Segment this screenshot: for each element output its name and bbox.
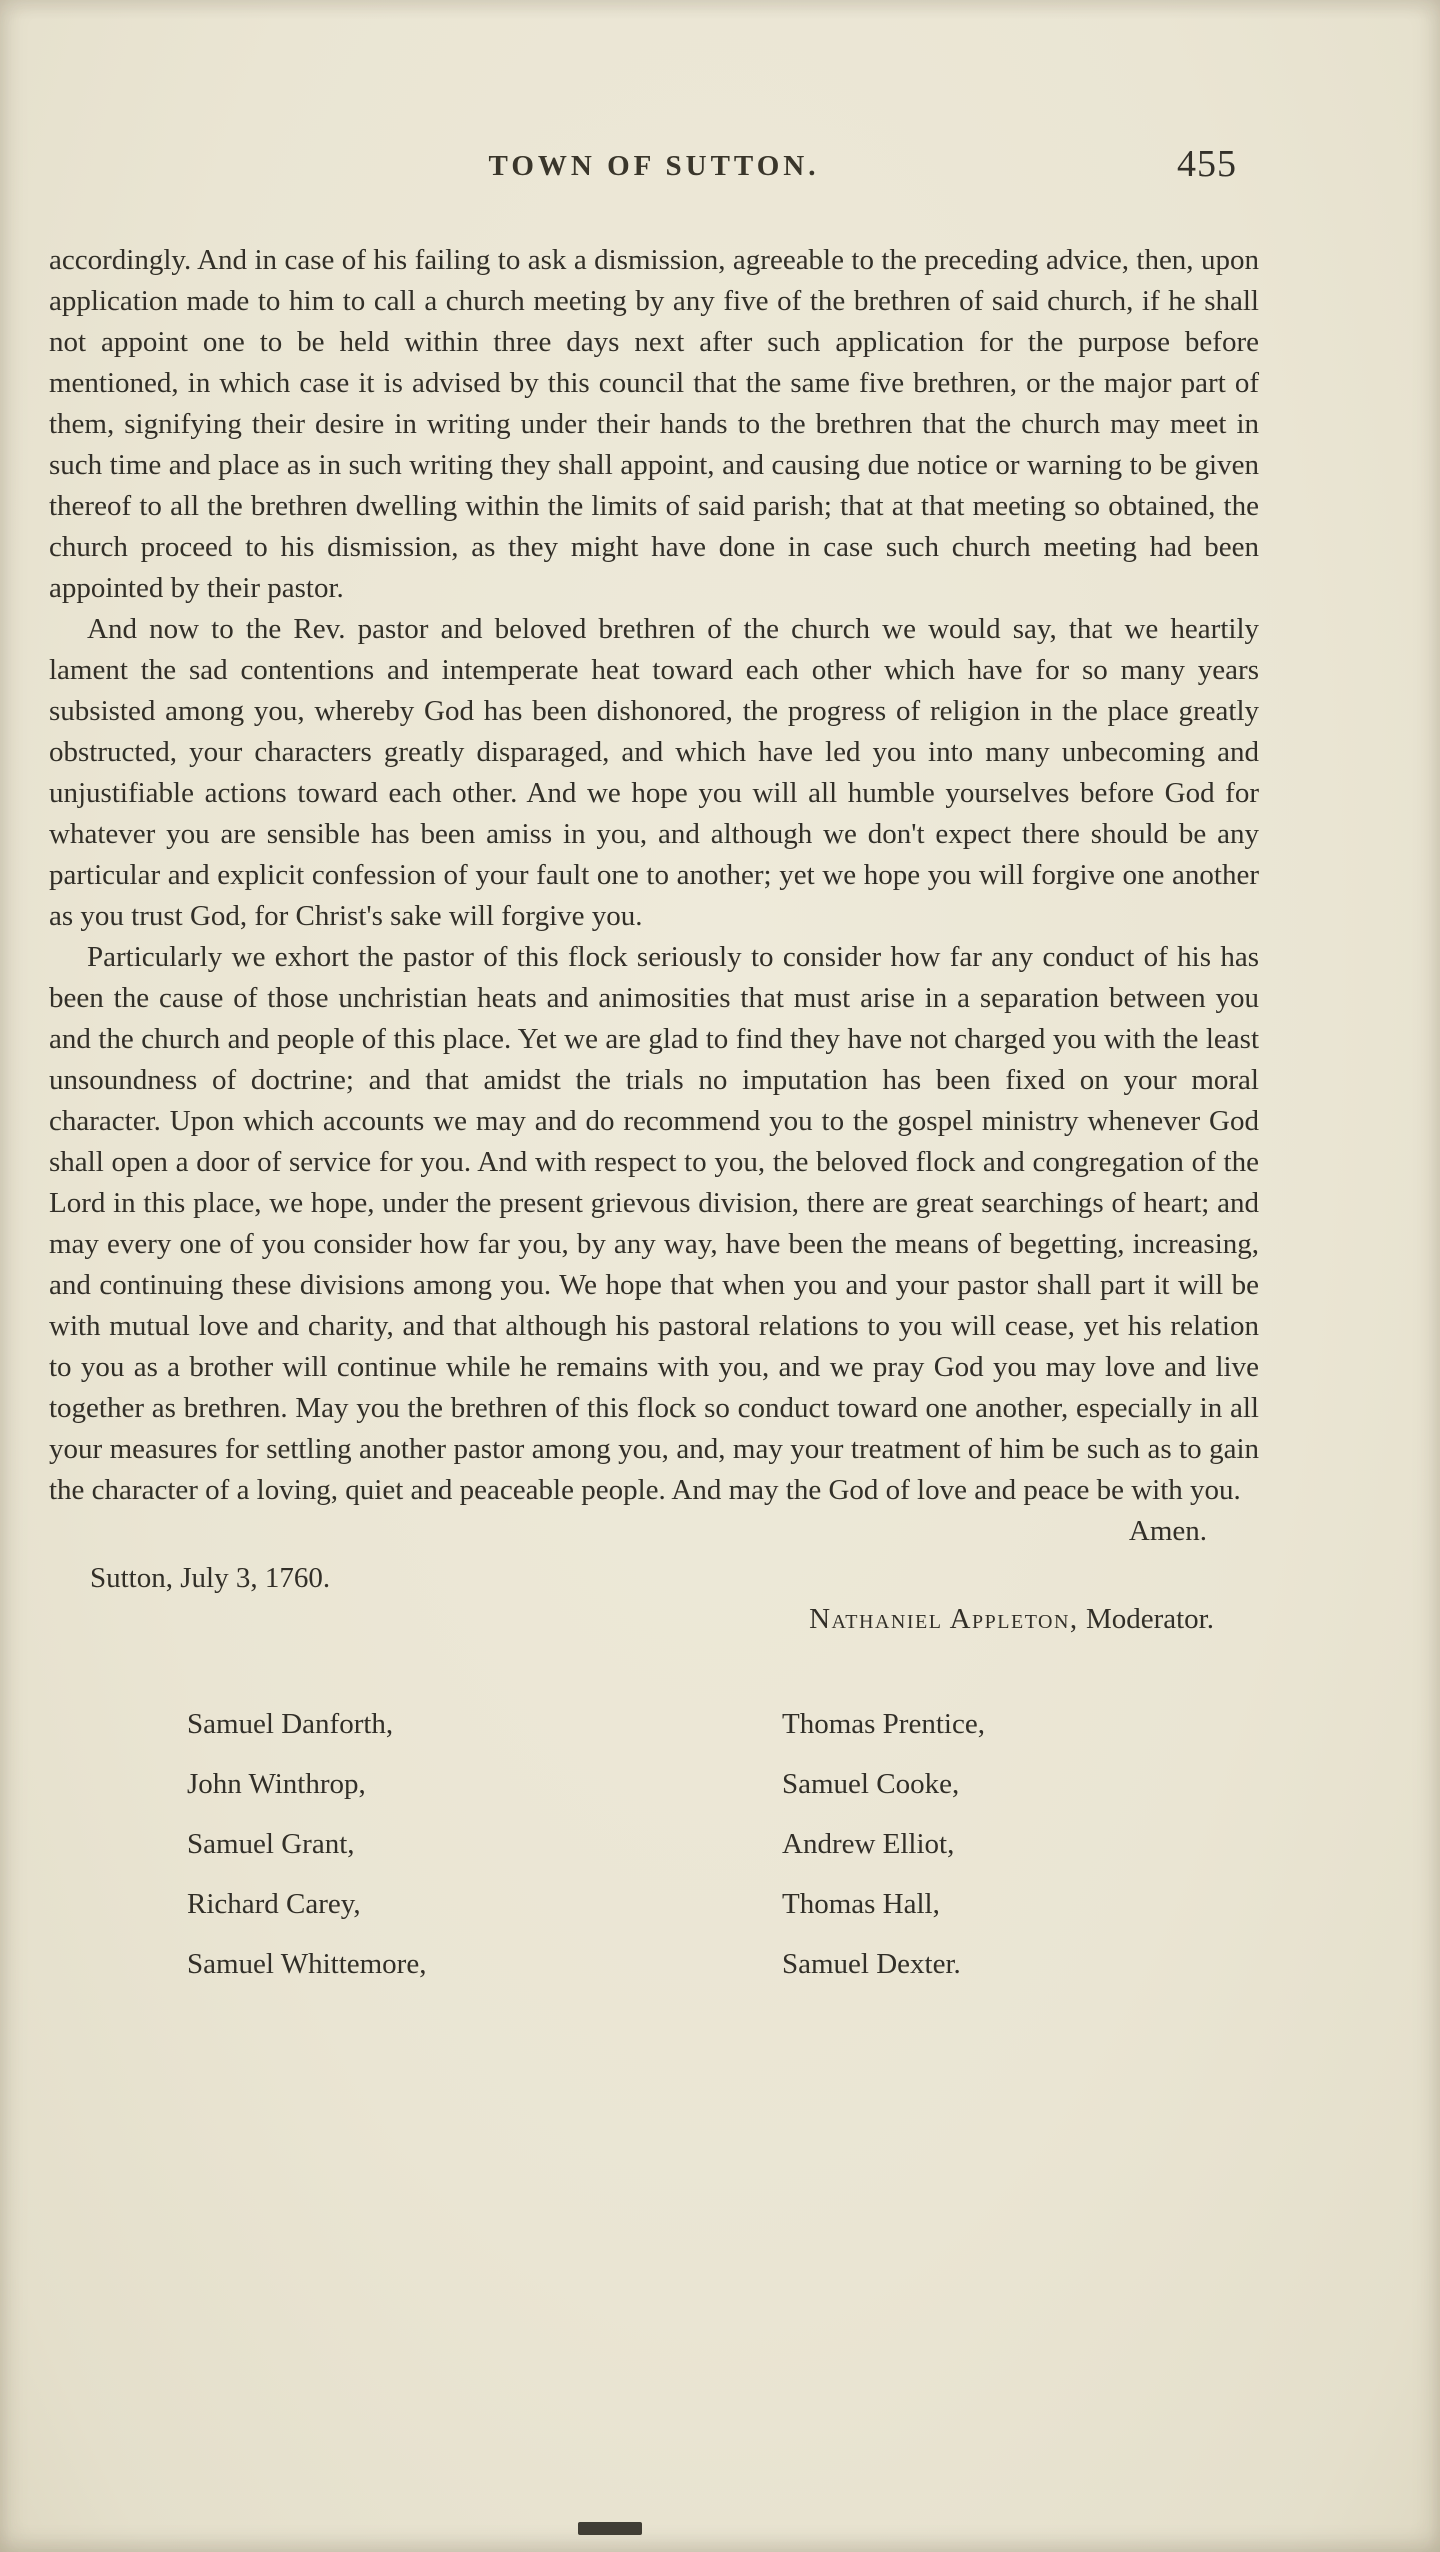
amen-line: Amen. (1128, 1515, 1207, 1547)
page-number: 455 (1177, 143, 1237, 185)
moderator-line (49, 1599, 1259, 1640)
signatory: Richard Carey, (187, 1888, 361, 1920)
signature-columns (49, 1694, 1259, 1994)
running-title: TOWN OF SUTTON. (488, 150, 820, 182)
signatory: Samuel Whittemore, (187, 1948, 427, 1980)
scan-artifact (578, 2522, 642, 2535)
page-header (49, 143, 1259, 202)
signatory: Samuel Dexter. (782, 1948, 961, 1980)
signatory: Samuel Cooke, (782, 1768, 960, 1800)
signature-column-right (782, 1694, 1259, 1994)
paragraph-3: Particularly we exhort the pastor of this flock seriously to consider how far any conduct of his has been the cause of those unchristian heats and animosities that must arise in a separation between you and the church and people of this place. Yet we are glad to find they have not charged you with the least unsoundness of doctrine; and that amidst the trials no imputation has been fixed on your moral character. Upon which accounts we may and do recommend you to the gospel ministry whenever God shall open a door of service for you. And with respect to you, the beloved flock and congregation of the Lord in this place, we hope, under the present grievous division, there are great searchings of heart; and may every one of you consider how far you, by any way, have been the means of begetting, increasing, and continuing these divisions among you. We hope that when you and your pastor shall part it will be with mutual love and charity, and that although his pastoral relations to you will cease, yet his relation to you as a brother will continue while he remains with you, and we pray God you may love and live together as brethren. May you the brethren of this flock so conduct toward one another, especially in all your measures for settling another pastor among you, and, may your treatment of him be such as to gain the character of a loving, quiet and peaceable people. And may the God of love and peace be with you. (49, 941, 1259, 1506)
signatory: Samuel Grant, (187, 1828, 355, 1860)
paragraph-1: accordingly. And in case of his failing to ask a dismission, agreeable to the preceding advice, then, upon application made to him to call a church meeting by any five of the brethren of said church, if he shall not appoint one to be held within three days next after such application for the purpose before mentioned, in which case it is advised by this council that the same five brethren, or the major part of them, signifying their desire in writing under their hands to the brethren that the church may meet in such time and place as in such writing they shall appoint, and causing due notice or warning to be given thereof to all the brethren dwelling within the limits of said parish; that at that meeting so obtained, the church proceed to his dismission, as they might have done in case such church meeting had been appointed by their pastor. (49, 244, 1259, 604)
signatory: John Winthrop, (187, 1768, 366, 1800)
moderator-name: Nathaniel Appleton, (809, 1603, 1079, 1635)
signatory: Thomas Prentice, (782, 1708, 985, 1740)
document-body (49, 240, 1259, 1994)
signature-column-left (187, 1694, 782, 1994)
signatory: Andrew Elliot, (782, 1828, 955, 1860)
signatory: Samuel Danforth, (187, 1708, 394, 1740)
dateline: Sutton, July 3, 1760. (90, 1562, 331, 1594)
moderator-title: Moderator. (1078, 1603, 1214, 1635)
paragraph-2: And now to the Rev. pastor and beloved brethren of the church we would say, that we heartily lament the sad contentions and intemperate heat toward each other which have for so many years subsisted among you, whereby God has been dishonored, the progress of religion in the place greatly obstructed, your characters greatly disparaged, and which have led you into many unbecoming and unjustifiable actions toward each other. And we hope you will all humble yourselves before God for whatever you are sensible has been amiss in you, and although we don't expect there should be any particular and explicit confession of your fault one to another; yet we hope you will forgive one another as you trust God, for Christ's sake will forgive you. (49, 613, 1259, 932)
page-content (49, 143, 1259, 1994)
signatory: Thomas Hall, (782, 1888, 940, 1920)
